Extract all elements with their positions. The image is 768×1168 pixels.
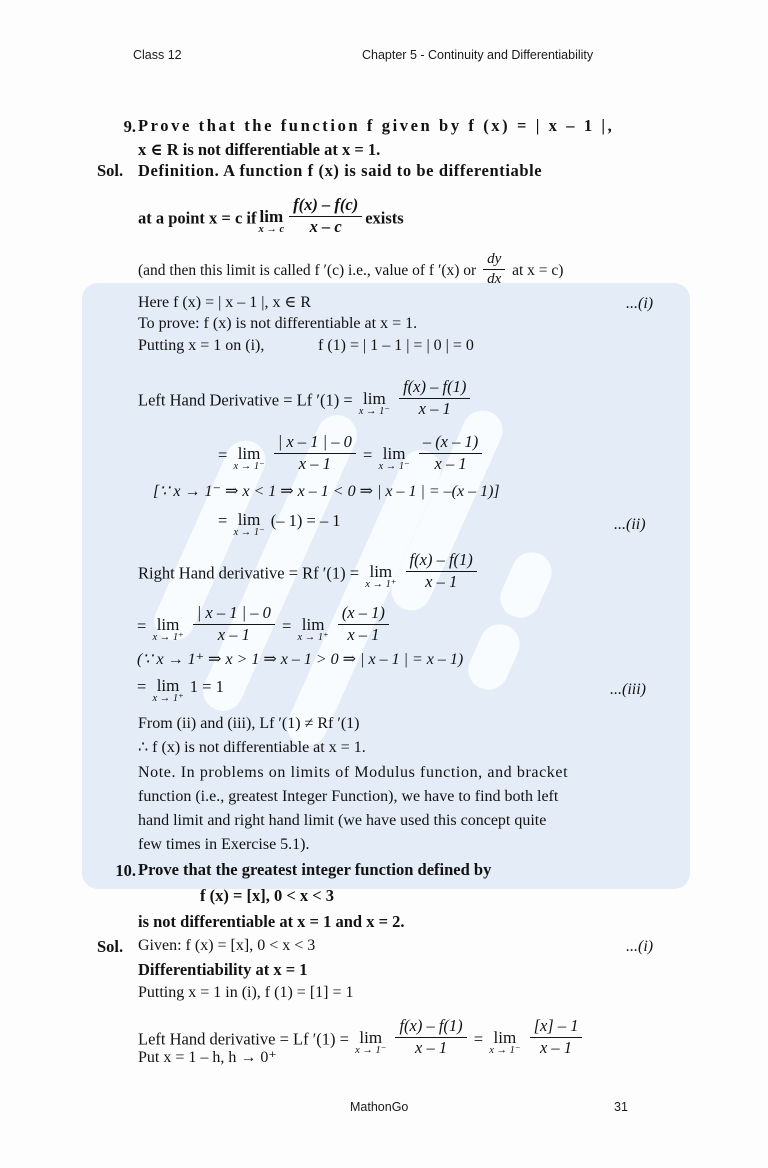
- lhd-result-value: (– 1) = – 1: [270, 511, 341, 531]
- question-10-diff-heading: Differentiability at x = 1: [138, 960, 308, 979]
- limit-subscript: x → 1⁺: [152, 632, 184, 644]
- limit-label: lim: [369, 562, 393, 582]
- question-9-statement-line-1: Prove that the function f given by f (x) = | x – 1 |,: [138, 116, 615, 135]
- fraction-denominator: x – 1: [539, 1037, 573, 1057]
- fraction-numerator: dy: [483, 251, 505, 270]
- question-9-lhd-result: [218, 512, 341, 539]
- limit-label: lim: [301, 615, 325, 635]
- rhd-result-value: 1 = 1: [189, 677, 224, 697]
- question-9-here-tag: ...(i): [626, 295, 654, 312]
- equals-sign: =: [473, 1029, 484, 1049]
- question-9-rhd-bracket-reasoning: (∵ x → 1⁺ ⇒ x > 1 ⇒ x – 1 > 0 ⇒ | x – 1 | = x – 1): [137, 651, 464, 668]
- running-head-class: Class 12: [133, 48, 182, 62]
- limit-operator: [297, 617, 328, 644]
- limit-subscript: x → 1⁻: [233, 527, 265, 539]
- question-9-putting-result: f (1) = | 1 – 1 | = | 0 | = 0: [318, 337, 474, 354]
- question-9-paren-note: [138, 251, 563, 289]
- fraction-denominator: x – 1: [425, 571, 458, 591]
- question-9-number: 9.: [123, 117, 136, 136]
- question-9-definition-line-1: Definition. A function f (x) is said to be differentiable: [138, 161, 543, 180]
- limit-subscript: x → 1⁻: [358, 406, 390, 418]
- limit-label: lim: [382, 444, 406, 464]
- limit-operator: [378, 446, 409, 473]
- fraction-denominator: x – 1: [415, 1037, 448, 1057]
- rhd-label-text: Right Hand derivative = Rf ′(1) =: [138, 563, 360, 583]
- limit-subscript: x → c: [258, 224, 285, 236]
- question-9-note-line-2: function (i.e., greatest Integer Function), we have to find both left: [138, 788, 559, 805]
- equals-sign: =: [282, 616, 292, 636]
- limit-label: lim: [237, 510, 261, 529]
- lhd-fraction-3: [419, 433, 482, 474]
- limit-operator: [365, 564, 396, 591]
- lhd-label-text: Left Hand derivative = Lf ′(1) =: [138, 1029, 349, 1049]
- paren-note-prefix: (and then this limit is called f ′(c) i.e., value of f ′(x) or: [138, 262, 477, 280]
- question-9-conclusion: ∴ f (x) is not differentiable at x = 1.: [138, 739, 366, 756]
- question-9-rhd-result: [137, 678, 224, 705]
- limit-operator: [152, 678, 183, 705]
- definition-suffix: exists: [365, 208, 404, 228]
- limit-label: lim: [359, 1028, 383, 1048]
- fraction-denominator: dx: [487, 271, 502, 288]
- limit-operator: [355, 1030, 386, 1057]
- question-9-note-line-4: few times in Exercise 5.1).: [138, 836, 310, 853]
- fraction-denominator: x – 1: [217, 624, 250, 644]
- limit-operator: [258, 209, 284, 236]
- question-9-to-prove: [138, 316, 417, 333]
- limit-operator: [233, 446, 264, 473]
- paren-note-suffix: at x = c): [512, 262, 564, 280]
- question-9-from-line: From (ii) and (iii), Lf ′(1) ≠ Rf ′(1): [138, 715, 360, 732]
- equals-sign: =: [218, 511, 228, 531]
- limit-operator: [489, 1030, 520, 1057]
- question-9-statement-line-2: x ∈ R is not differentiable at x = 1.: [138, 140, 381, 159]
- question-10-given-line: [138, 938, 315, 955]
- equals-sign: =: [218, 445, 228, 465]
- fraction-denominator: x – c: [309, 216, 342, 236]
- question-9-putting-line: Putting x = 1 on (i),: [138, 337, 265, 354]
- q10-lhd-fraction-2: [530, 1017, 583, 1058]
- q10-lhd-fraction: [395, 1017, 466, 1058]
- limit-label: lim: [156, 615, 180, 635]
- limit-subscript: x → 1⁺: [152, 693, 184, 705]
- limit-subscript: x → 1⁻: [378, 461, 410, 473]
- running-head-chapter: Chapter 5 - Continuity and Differentiability: [362, 48, 594, 62]
- fraction-denominator: x – 1: [418, 398, 451, 418]
- question-9-note-line-3: hand limit and right hand limit (we have used this concept quite: [138, 812, 547, 829]
- question-10-statement-line-3: is not differentiable at x = 1 and x = 2.: [138, 912, 405, 931]
- equals-sign: =: [363, 445, 373, 465]
- limit-subscript: x → 1⁺: [297, 632, 329, 644]
- question-9-bracket-reasoning: [∵ x → 1⁻ ⇒ x < 1 ⇒ x – 1 < 0 ⇒ | x – 1 | = –(x – 1)]: [153, 483, 500, 500]
- question-10-statement-line-1: Prove that the greatest integer function defined by: [138, 860, 492, 879]
- question-9-lhd-result-tag: ...(ii): [614, 516, 646, 533]
- question-10-put-line: Put x = 1 – h, h → 0⁺: [138, 1049, 277, 1066]
- rhd-fraction-3: [338, 604, 389, 645]
- question-9-lhd-label: [138, 378, 473, 419]
- question-9-sol-label: Sol.: [97, 161, 124, 180]
- fraction-numerator: f(x) – f(1): [395, 1017, 466, 1038]
- limit-subscript: x → 1⁻: [355, 1045, 387, 1057]
- equals-sign: =: [137, 677, 147, 697]
- fraction-numerator: (x – 1): [338, 604, 389, 625]
- definition-fraction: [289, 196, 362, 237]
- limit-label: lim: [493, 1028, 517, 1048]
- limit-operator: [152, 617, 183, 644]
- question-9-rhd-step-2: [137, 604, 392, 645]
- fraction-numerator: [x] – 1: [530, 1017, 583, 1038]
- limit-label: lim: [259, 207, 284, 227]
- limit-label: lim: [363, 389, 386, 409]
- question-9-rhd-label: [138, 551, 480, 592]
- question-9-rhd-result-tag: ...(iii): [610, 681, 646, 698]
- fraction-numerator: | x – 1 | – 0: [193, 604, 275, 625]
- fraction-numerator: f(x) – f(1): [406, 551, 477, 572]
- rhd-fraction: [406, 551, 477, 592]
- fraction-denominator: x – 1: [298, 453, 331, 473]
- question-10-number: 10.: [115, 861, 136, 880]
- rhd-fraction-2: [193, 604, 275, 645]
- question-10-statement-line-2: f (x) = [x], 0 < x < 3: [200, 886, 335, 905]
- limit-subscript: x → 1⁺: [365, 579, 397, 591]
- question-9-here-line: Here f (x) = | x – 1 |, x ∈ R: [138, 294, 312, 311]
- definition-prefix: at a point x = c if: [138, 208, 257, 228]
- lhd-fraction-2: [274, 433, 356, 474]
- limit-subscript: x → 1⁻: [489, 1045, 521, 1057]
- dy-dx-fraction: [483, 251, 505, 289]
- fraction-denominator: x – 1: [347, 624, 380, 644]
- question-9-definition-line-2: [138, 196, 404, 237]
- limit-subscript: x → 1⁻: [233, 461, 265, 473]
- fraction-denominator: x – 1: [434, 453, 467, 473]
- question-10-sol-label: Sol.: [97, 937, 124, 956]
- fraction-numerator: | x – 1 | – 0: [274, 433, 356, 454]
- limit-operator: [233, 512, 264, 539]
- fraction-numerator: f(x) – f(c): [289, 196, 362, 217]
- equals-sign: =: [137, 616, 147, 636]
- fraction-numerator: f(x) – f(1): [399, 378, 470, 399]
- to-prove-text: To prove: f (x) is not differentiable at x = 1.: [138, 315, 418, 332]
- given-text: Given: f (x) = [x], 0 < x < 3: [138, 937, 316, 954]
- footer-brand: MathonGo: [350, 1100, 409, 1114]
- footer-page-number: 31: [614, 1100, 628, 1114]
- limit-operator: [359, 391, 390, 418]
- question-10-given-tag: ...(i): [626, 938, 654, 955]
- lhd-label-text: Left Hand Derivative = Lf ′(1) =: [138, 390, 353, 410]
- limit-label: lim: [156, 676, 180, 695]
- fraction-numerator: – (x – 1): [419, 433, 482, 454]
- question-9-note-line-1: Note. In problems on limits of Modulus function, and bracket: [138, 764, 569, 781]
- question-9-lhd-step-2: [218, 433, 485, 474]
- lhd-fraction: [399, 378, 470, 419]
- question-10-putting-line: Putting x = 1 in (i), f (1) = [1] = 1: [138, 984, 354, 1001]
- limit-label: lim: [237, 444, 261, 464]
